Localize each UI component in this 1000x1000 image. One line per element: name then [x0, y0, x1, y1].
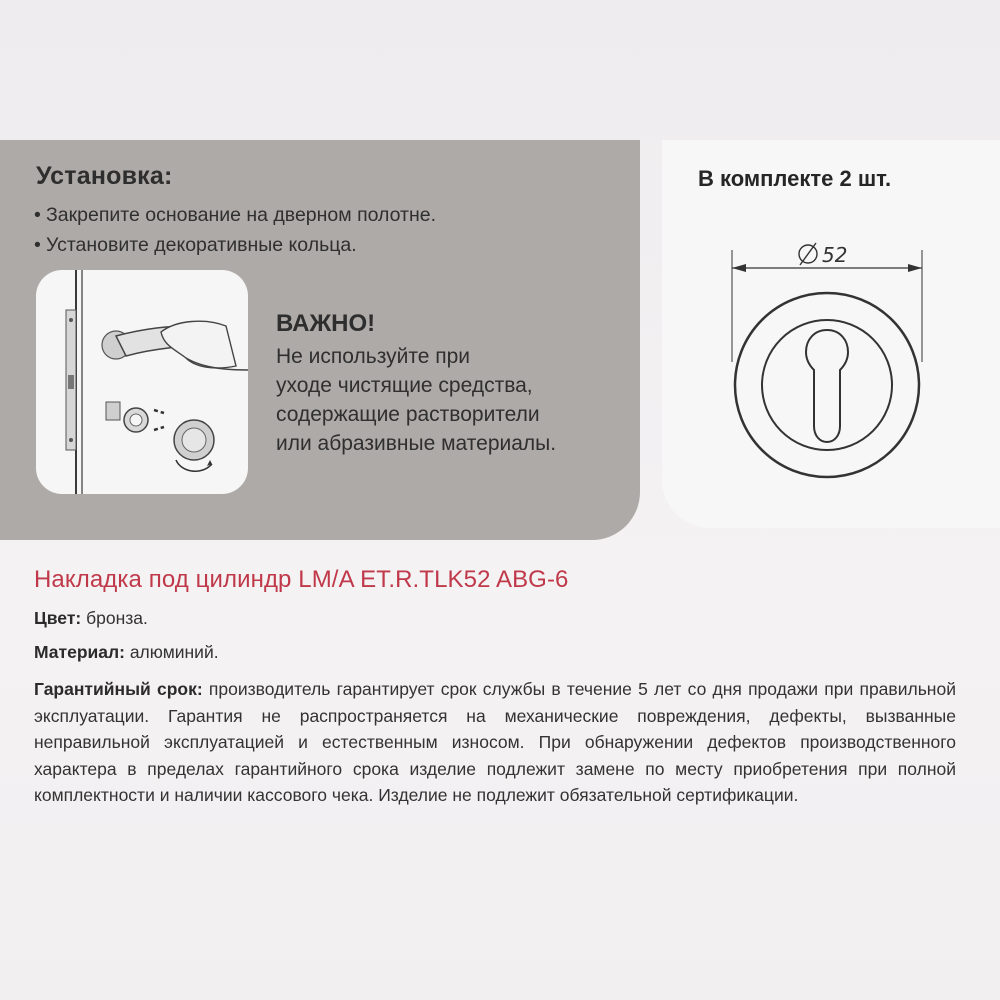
spec-material: [34, 642, 219, 663]
installation-step-text: Установите декоративные кольца.: [46, 234, 357, 256]
cylinder-plate-diagram-icon: [700, 230, 960, 500]
important-line-4: или абразивные материалы.: [276, 432, 557, 455]
product-title: Накладка под цилиндр LM/A ET.R.TLK52 ABG-6: [34, 566, 569, 593]
spec-color-label: Цвет:: [34, 608, 82, 628]
spec-color-value: бронза.: [86, 608, 148, 628]
spec-material-value: алюминий.: [129, 642, 219, 662]
warranty-paragraph: [34, 676, 956, 809]
bullet-icon: •: [34, 234, 41, 256]
spec-color: [34, 608, 148, 629]
installation-illustration: [36, 270, 248, 494]
kit-label: В комплекте 2 шт.: [698, 166, 892, 191]
important-line-3: содержащие растворители: [276, 403, 540, 426]
installation-step-text: Закрепите основание на дверном полотне.: [46, 204, 437, 226]
door-handle-illustration-icon: [36, 270, 248, 494]
important-line-2: уходе чистящие средства,: [276, 374, 533, 397]
installation-step-1: [34, 204, 436, 227]
diameter-value: 52: [822, 243, 848, 267]
installation-title: Установка:: [36, 162, 173, 190]
spec-material-label: Материал:: [34, 642, 125, 662]
warranty-label: Гарантийный срок:: [34, 679, 203, 699]
important-line-1: Не используйте при: [276, 345, 470, 368]
important-title: ВАЖНО!: [276, 310, 376, 337]
bullet-icon: •: [34, 204, 41, 226]
installation-step-2: [34, 234, 357, 257]
warranty-text: производитель гарантирует срок службы в течение 5 лет со дня продажи при правильной эксплуатации. Гарантия не распространяется на механические повреждения, дефекты, вызванные неправильной эксплуатацией и естественным износом. При обнаружении дефектов производственного характера в пределах гарантийного срока изделие подлежит замене по месту приобретения при полной комплектности и наличии кассового чека. Изделие не подлежит обязательной сертификации.: [34, 679, 956, 805]
